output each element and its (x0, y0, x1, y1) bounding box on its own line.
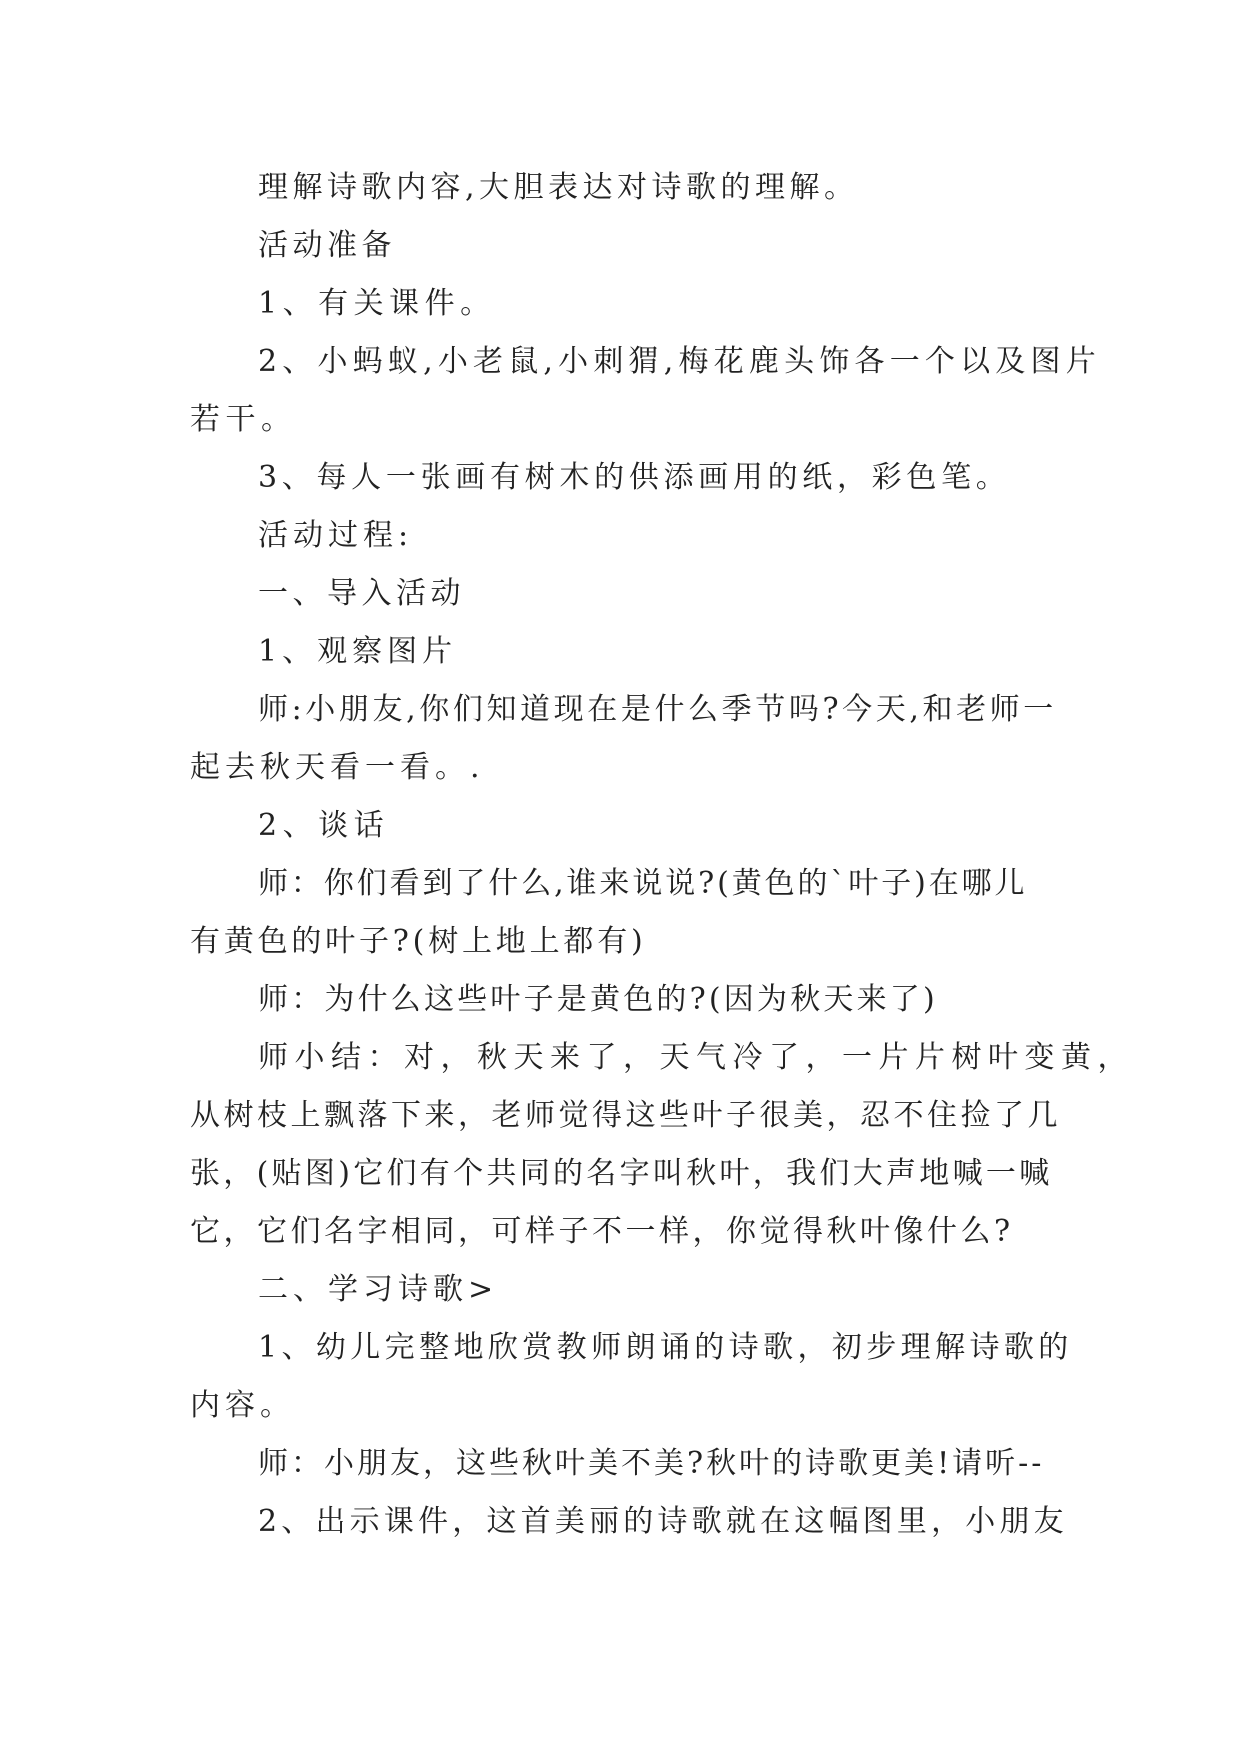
dialogue-continuation: 有黄色的叶子?(树上地上都有) (190, 924, 647, 959)
list-item: 3、每人一张画有树木的供添画用的纸，彩色笔。 (258, 460, 1011, 495)
list-item-continuation: 若干。 (190, 402, 297, 437)
list-item: 2、小蚂蚁,小老鼠,小刺猬,梅花鹿头饰各一个以及图片 (258, 344, 1101, 379)
dialogue-continuation: 起去秋天看一看。. (190, 750, 485, 785)
dialogue-line: 师：为什么这些叶子是黄色的?(因为秋天来了) (258, 982, 938, 1017)
list-item: 2、出示课件，这首美丽的诗歌就在这幅图里，小朋友 (258, 1504, 1068, 1539)
dialogue-line: 师：你们看到了什么,谁来说说?(黄色的`叶子)在哪儿 (258, 866, 1028, 901)
summary-continuation: 从树枝上飘落下来，老师觉得这些叶子很美，忍不住捡了几 (190, 1098, 1061, 1133)
dialogue-line: 师:小朋友,你们知道现在是什么季节吗?今天,和老师一 (258, 692, 1057, 727)
summary-continuation: 张，(贴图)它们有个共同的名字叫秋叶，我们大声地喊一喊 (190, 1156, 1053, 1191)
paragraph-line: 理解诗歌内容,大胆表达对诗歌的理解。 (258, 170, 859, 205)
list-item-continuation: 内容。 (190, 1388, 295, 1423)
subsection-heading: 二、学习诗歌> (258, 1272, 499, 1307)
dialogue-line: 师：小朋友，这些秋叶美不美?秋叶的诗歌更美!请听-- (258, 1446, 1045, 1481)
list-item: 1、观察图片 (258, 634, 458, 669)
summary-continuation: 它，它们名字相同，可样子不一样，你觉得秋叶像什么? (190, 1214, 1014, 1249)
summary-line: 师小结：对，秋天来了，天气冷了，一片片树叶变黄， (258, 1040, 1134, 1075)
section-heading: 活动准备 (258, 228, 396, 263)
subsection-heading: 一、导入活动 (258, 576, 465, 611)
list-item: 2、谈话 (258, 808, 390, 843)
list-item: 1、有关课件。 (258, 286, 496, 321)
section-heading: 活动过程: (258, 518, 414, 553)
list-item: 1、幼儿完整地欣赏教师朗诵的诗歌，初步理解诗歌的 (258, 1330, 1073, 1365)
